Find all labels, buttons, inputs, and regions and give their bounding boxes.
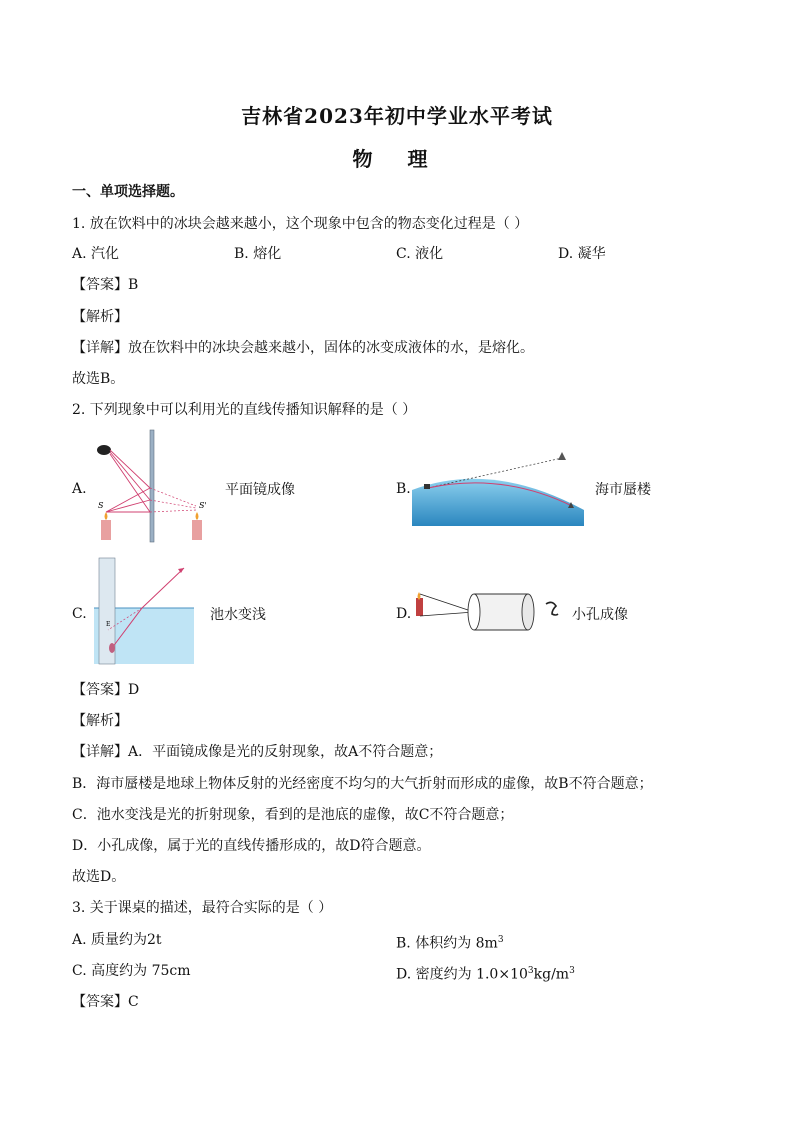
q2-option-c-letter: C.: [72, 606, 87, 622]
q3-option-a: A. 质量约为2t: [72, 932, 162, 948]
q2-detail-c: C．池水变浅是光的折射现象，看到的是池底的虚像，故C不符合题意；: [72, 807, 514, 823]
image-label: S': [199, 501, 207, 510]
q2-option-a-letter: A.: [72, 481, 87, 497]
q1-detail: 【详解】放在饮料中的冰块会越来越小，固体的冰变成液体的水，是熔化。: [72, 340, 534, 356]
q1-option-a: A. 汽化: [72, 246, 120, 262]
subject-title: 物 理: [352, 147, 442, 171]
q2-detail-b: B．海市蜃楼是地球上物体反射的光经密度不均匀的大气折射而形成的虚像，故B不符合题意；: [72, 776, 653, 792]
q2-caption-d: 小孔成像: [572, 607, 628, 623]
q3-option-c: C. 高度约为 75cm: [72, 963, 191, 979]
q2-option-d-letter: D.: [396, 606, 412, 622]
q3-stem: 3. 关于课桌的描述，最符合实际的是（ ）: [72, 900, 333, 916]
q1-stem: 1. 放在饮料中的冰块会越来越小，这个现象中包含的物态变化过程是（ ）: [72, 216, 529, 232]
pool-figure: [94, 556, 196, 666]
q2-option-b-letter: B.: [396, 481, 411, 497]
plane-mirror-figure: [88, 428, 214, 544]
q1-option-c: C. 液化: [396, 246, 444, 262]
q2-conclusion: 故选D。: [72, 869, 126, 885]
q3-option-d: D. 密度约为 $1.0\times 10^3kg/m^3$: [396, 966, 575, 983]
q1-option-b: B. 熔化: [234, 246, 282, 262]
q2-detail-d: D．小孔成像，属于光的直线传播形成的，故D符合题意。: [72, 838, 431, 854]
q2-answer: 【答案】D: [72, 682, 140, 698]
q3-answer: 【答案】C: [72, 994, 139, 1010]
q2-detail-a: 【详解】A．平面镜成像是光的反射现象，故A不符合题意；: [72, 744, 443, 760]
exam-title: 吉林省2023年初中学业水平考试: [241, 104, 553, 128]
q2-analysis-label: 【解析】: [72, 713, 128, 729]
q2-caption-b: 海市蜃楼: [595, 482, 651, 498]
q3-option-b: B. 体积约为 $8m^3$: [396, 935, 504, 952]
q1-conclusion: 故选B。: [72, 371, 125, 387]
q1-option-d: D. 凝华: [558, 246, 606, 262]
q2-stem: 2. 下列现象中可以利用光的直线传播知识解释的是（ ）: [72, 402, 417, 418]
q2-caption-a: 平面镜成像: [225, 482, 295, 498]
pool-label: E: [106, 621, 111, 628]
mirage-figure: [412, 450, 584, 526]
section-heading: 一、单项选择题。: [72, 184, 184, 200]
pinhole-camera-figure: [412, 590, 572, 634]
q1-answer: 【答案】B: [72, 277, 139, 293]
q1-analysis-label: 【解析】: [72, 309, 128, 325]
source-label: S: [98, 501, 104, 510]
q2-caption-c: 池水变浅: [210, 607, 266, 623]
